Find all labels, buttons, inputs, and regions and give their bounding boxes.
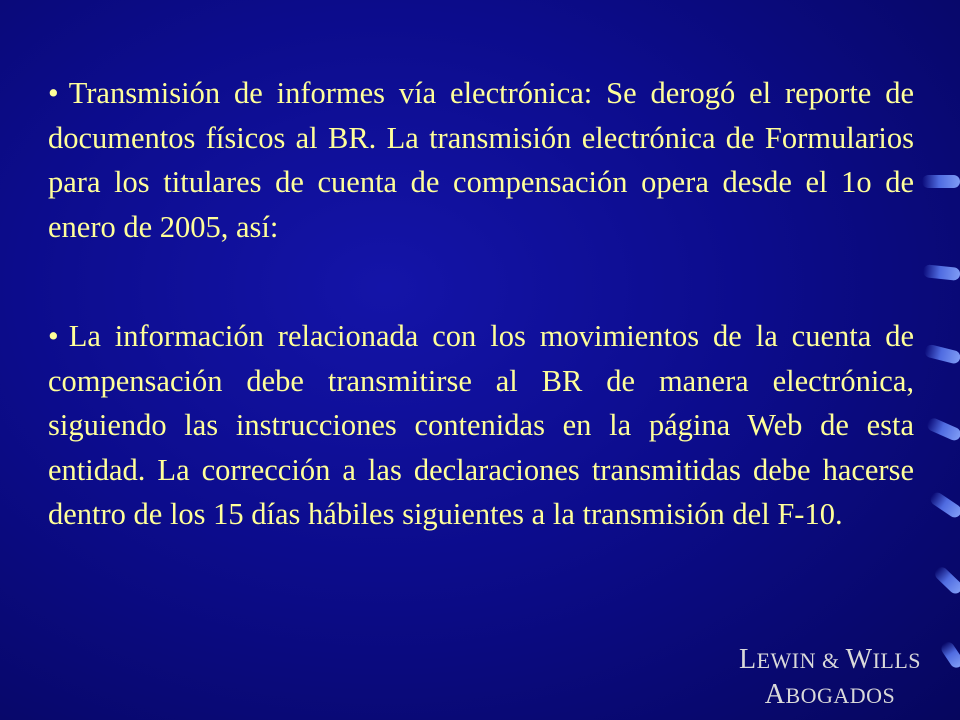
decorative-streak [923, 264, 960, 281]
logo-firm-subtitle: ABOGADOS [764, 679, 896, 710]
logo-firm-name: LEWIN & WILLS [738, 644, 922, 675]
bullet-marker: • [48, 319, 59, 353]
paragraph-informacion-cuenta [48, 314, 914, 537]
paragraph-text: La información relacionada con los movimientos de la cuenta de compensación debe transmitirse al BR de manera electrónica, siguiendo las instrucciones contenidas en la página Web de esta entidad. La corrección a las declaraciones transmitidas debe hacerse dentro de los 15 días hábiles siguientes a la transmisión del F-10. [48, 319, 914, 531]
decorative-streak [922, 175, 960, 188]
paragraph-text: Transmisión de informes vía electrónica: Se derogó el reporte de documentos físicos al BR. La transmisión electrónica de Formularios para los titulares de cuenta de compensación opera desde el 1o de enero de 2005, así: [48, 76, 914, 244]
bullet-marker: • [48, 76, 59, 110]
decorative-streak [932, 565, 960, 597]
decorative-streak [925, 416, 960, 442]
paragraph-transmision-informes [48, 71, 914, 249]
decorative-streak [939, 640, 960, 670]
decorative-streak [928, 490, 960, 520]
decorative-streak [923, 343, 960, 364]
